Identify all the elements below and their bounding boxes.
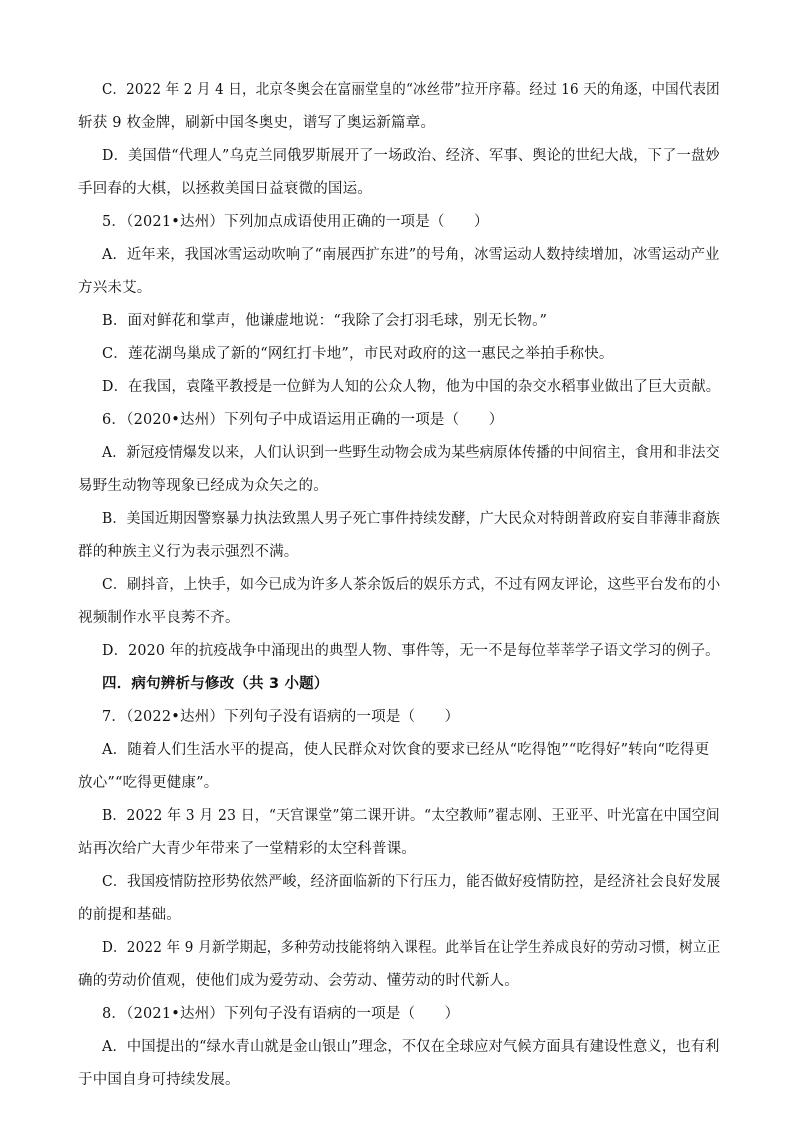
q5-option-d: D．在我国，袁隆平教授是一位鲜为人知的公众人物，他为中国的杂交水稻事业做出了巨大贡献。 bbox=[102, 379, 721, 395]
q7-option-c-line-2: 的前提和基础。 bbox=[78, 907, 181, 923]
question-7-stem: 7．（2022•达州）下列句子没有语病的一项是（ ） bbox=[102, 709, 460, 725]
q7-option-b-line-1: B．2022 年 3 月 23 日，“天宫课堂”第二课开讲。“太空教师”翟志刚、王亚平、叶光富在中国空间 bbox=[102, 808, 720, 824]
q5-option-b: B．面对鲜花和掌声，他谦虚地说：“我除了会打羽毛球，别无长物。” bbox=[102, 313, 548, 329]
q6-option-d: D．2020 年的抗疫战争中涌现出的典型人物、事件等，无一不是每位莘莘学子语文学习的例子。 bbox=[102, 643, 720, 659]
q7-option-d-line-1: D．2022 年 9 月新学期起，多种劳动技能将纳入课程。此举旨在让学生养成良好的劳动习惯，树立正 bbox=[102, 940, 721, 956]
q5-option-a-line-2: 方兴未艾。 bbox=[78, 280, 152, 296]
q7-option-a-line-1: A．随着人们生活水平的提高，使人民群众对饮食的要求已经从“吃得饱”“吃得好”转向“吃得更 bbox=[102, 742, 710, 758]
q7-option-b-line-2: 站再次给广大青少年带来了一堂精彩的太空科普课。 bbox=[78, 841, 417, 857]
q6-option-a-line-2: 易野生动物等现象已经成为众矢之的。 bbox=[78, 478, 328, 494]
q7-option-a-line-2: 放心”“吃得更健康”。 bbox=[78, 775, 219, 791]
q7-option-c-line-1: C．我国疫情防控形势依然严峻，经济面临新的下行压力，能否做好疫情防控，是经济社会良好发展 bbox=[102, 874, 721, 890]
question-8-stem: 8．（2021•达州）下列句子没有语病的一项是（ ） bbox=[102, 1006, 460, 1022]
q6-option-c-line-2: 视频制作水平良莠不齐。 bbox=[78, 610, 240, 626]
q6-option-a-line-1: A．新冠疫情爆发以来，人们认识到一些野生动物会成为某些病原体传播的中间宿主，食用和非法交 bbox=[102, 445, 720, 461]
option-c-line-2: 斩获 9 枚金牌，刷新中国冬奥史，谱写了奥运新篇章。 bbox=[78, 115, 436, 131]
section-heading: 四．病句辨析与修改（共 3 小题） bbox=[102, 676, 329, 692]
option-d-line-2: 手回春的大棋，以拯救美国日益衰微的国运。 bbox=[78, 181, 372, 197]
q6-option-c-line-1: C．刷抖音，上快手，如今已成为许多人茶余饭后的娱乐方式，不过有网友评论，这些平台发布的小 bbox=[102, 577, 721, 593]
q7-option-d-line-2: 确的劳动价值观，使他们成为爱劳动、会劳动、懂劳动的时代新人。 bbox=[78, 973, 519, 989]
q6-option-b-line-1: B．美国近期因警察暴力执法致黑人男子死亡事件持续发酵，广大民众对特朗普政府妄自菲薄非裔族 bbox=[102, 511, 720, 527]
q8-option-a-line-2: 于中国自身可持续发展。 bbox=[78, 1072, 240, 1088]
q5-option-a-line-1: A．近年来，我国冰雪运动吹响了“南展西扩东进”的号角，冰雪运动人数持续增加，冰雪运动产业 bbox=[102, 247, 720, 263]
q8-option-a-line-1: A．中国提出的“绿水青山就是金山银山”理念，不仅在全球应对气候方面具有建设性意义，也有利 bbox=[102, 1039, 720, 1055]
q5-option-c: C．莲花湖鸟巢成了新的“网红打卡地”，市民对政府的这一惠民之举拍手称快。 bbox=[102, 346, 614, 362]
question-6-stem: 6．（2020•达州）下列句子中成语运用正确的一项是（ ） bbox=[102, 412, 504, 428]
q6-option-b-line-2: 群的种族主义行为表示强烈不满。 bbox=[78, 544, 299, 560]
option-d-line-1: D．美国借“代理人”乌克兰同俄罗斯展开了一场政治、经济、军事、舆论的世纪大战，下了一盘妙 bbox=[102, 148, 720, 164]
option-c-line-1: C．2022 年 2 月 4 日，北京冬奥会在富丽堂皇的“冰丝带”拉开序幕。经过 16 天的角逐，中国代表团 bbox=[102, 82, 720, 98]
question-5-stem: 5．（2021•达州）下列加点成语使用正确的一项是（ ） bbox=[102, 214, 489, 230]
